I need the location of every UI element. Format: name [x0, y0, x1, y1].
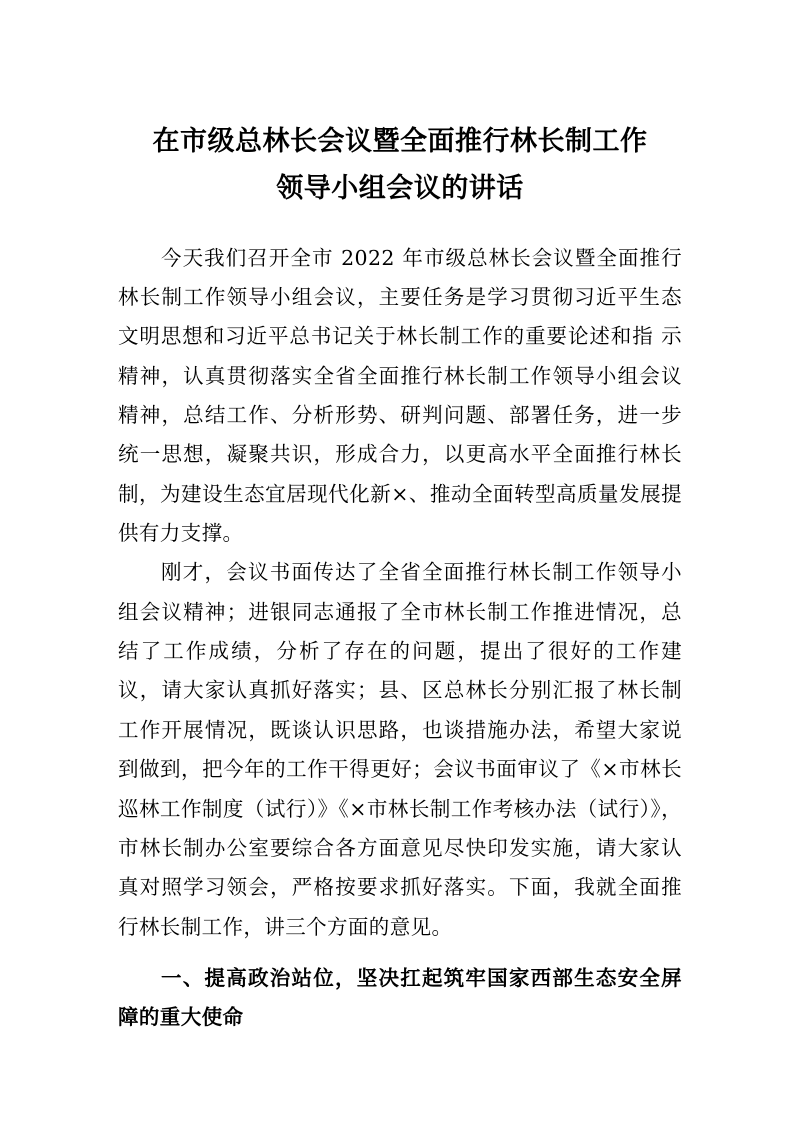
body-paragraph-2: 刚才，会议书面传达了全省全面推行林长制工作领导小组会议精神；进银同志通报了全市林长制工作推进情况，总结了工作成绩，分析了存在的问题，提出了很好的工作建议，请大家认真抓好落实；县、区总林长分别汇报了林长制工作开展情况，既谈认识思路，也谈措施办法，希望大家说到做到，把今年的工作干得更好；会议书面审议了《×市林长巡林工作制度（试行）》《×市林长制工作考核办法（试行）》，市林长制办公室要综合各方面意见尽快印发实施，请大家认真对照学习领会，严格按要求抓好落实。下面，我就全面推行林长制工作，讲三个方面的意见。: [118, 560, 682, 939]
page-title: [118, 118, 682, 213]
section-heading-1: 一、提高政治站位，坚决扛起筑牢国家西部生态安全屏障的重大使命: [118, 965, 682, 1030]
page-title-line-1: 在市级总林长会议暨全面推行林长制工作: [152, 126, 648, 157]
page-title-line-2: 领导小组会议的讲话: [276, 173, 524, 205]
body-paragraph-1: 今天我们召开全市 2022 年市级总林长会议暨全面推行林长制工作领导小组会议，主要任务是学习贯彻习近平生态文明思想和习近平总书记关于林长制工作的重要论述和指 示精神，认真贯彻落实全省全面推行林长制工作领导小组会议精神，总结工作、分析形势、研判问题、部署任务，进一步统一思想，凝聚共识，形成合力，以更高水平全面推行林长制，为建设生态宜居现代化新×、推动全面转型高质量发展提供有力支撑。: [118, 245, 682, 546]
